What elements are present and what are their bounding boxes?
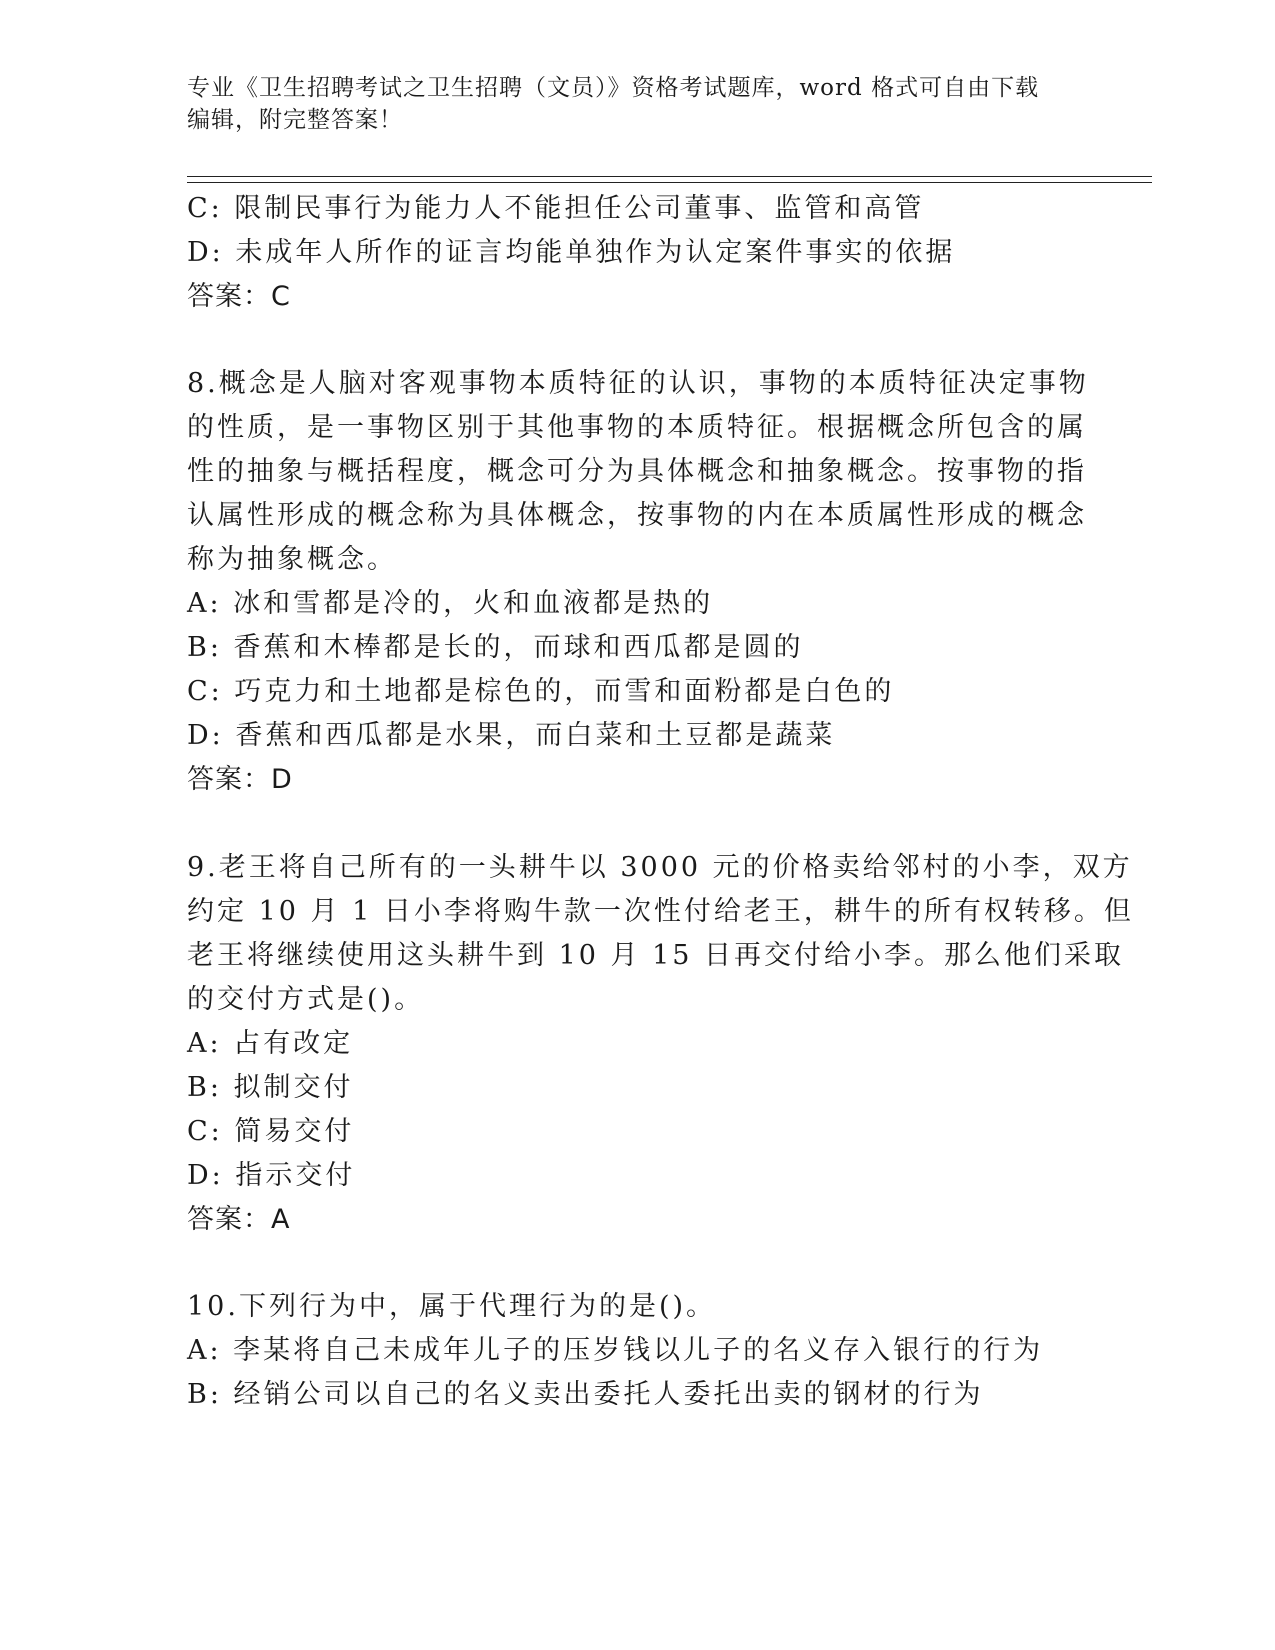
q9-option-c: C: 简易交付 [187,1116,355,1147]
q10-option-b: B: 经销公司以自己的名义卖出委托人委托出卖的钢材的行为 [187,1379,984,1410]
q8-option-b: B: 香蕉和木棒都是长的，而球和西瓜都是圆的 [187,632,804,663]
header-rule-top [187,176,1152,177]
q7-option-d: D: 未成年人所作的证言均能单独作为认定案件事实的依据 [187,237,956,268]
q9-stem-line-3: 老王将继续使用这头耕牛到 10 月 15 日再交付给小李。那么他们采取 [187,940,1125,971]
q8-option-c: C: 巧克力和土地都是棕色的，而雪和面粉都是白色的 [187,676,895,707]
q9-stem-line-4: 的交付方式是()。 [187,984,425,1015]
q9-option-d: D: 指示交付 [187,1160,356,1191]
q7-answer: 答案：C [187,281,291,312]
q9-stem-line-1: 9.老王将自己所有的一头耕牛以 3000 元的价格卖给邻村的小李，双方 [187,852,1133,883]
q8-answer: 答案：D [187,764,293,795]
q7-option-c: C: 限制民事行为能力人不能担任公司董事、监管和高管 [187,193,925,224]
q10-option-a: A: 李某将自己未成年儿子的压岁钱以儿子的名义存入银行的行为 [187,1335,1044,1366]
q9-option-a: A: 占有改定 [187,1028,354,1059]
q8-option-a: A: 冰和雪都是冷的，火和血液都是热的 [187,588,714,619]
q8-stem-line-4: 认属性形成的概念称为具体概念，按事物的内在本质属性形成的概念 [187,500,1087,531]
header-line-2: 编辑，附完整答案！ [187,107,403,133]
header-line-1: 专业《卫生招聘考试之卫生招聘（文员）》资格考试题库，word 格式可自由下载 [187,75,1040,101]
q10-stem-line-1: 10.下列行为中，属于代理行为的是()。 [187,1291,717,1322]
q8-stem-line-2: 的性质，是一事物区别于其他事物的本质特征。根据概念所包含的属 [187,412,1087,443]
q8-stem-line-3: 性的抽象与概括程度，概念可分为具体概念和抽象概念。按事物的指 [187,456,1087,487]
q9-answer: 答案：A [187,1204,291,1235]
q9-stem-line-2: 约定 10 月 1 日小李将购牛款一次性付给老王，耕牛的所有权转移。但 [187,896,1134,927]
header-rule-bottom [187,182,1152,183]
document-header [187,72,1087,136]
q8-option-d: D: 香蕉和西瓜都是水果，而白菜和土豆都是蔬菜 [187,720,836,751]
q8-stem-line-5: 称为抽象概念。 [187,544,397,575]
q8-stem-line-1: 8.概念是人脑对客观事物本质特征的认识，事物的本质特征决定事物 [187,368,1089,399]
q9-option-b: B: 拟制交付 [187,1072,354,1103]
